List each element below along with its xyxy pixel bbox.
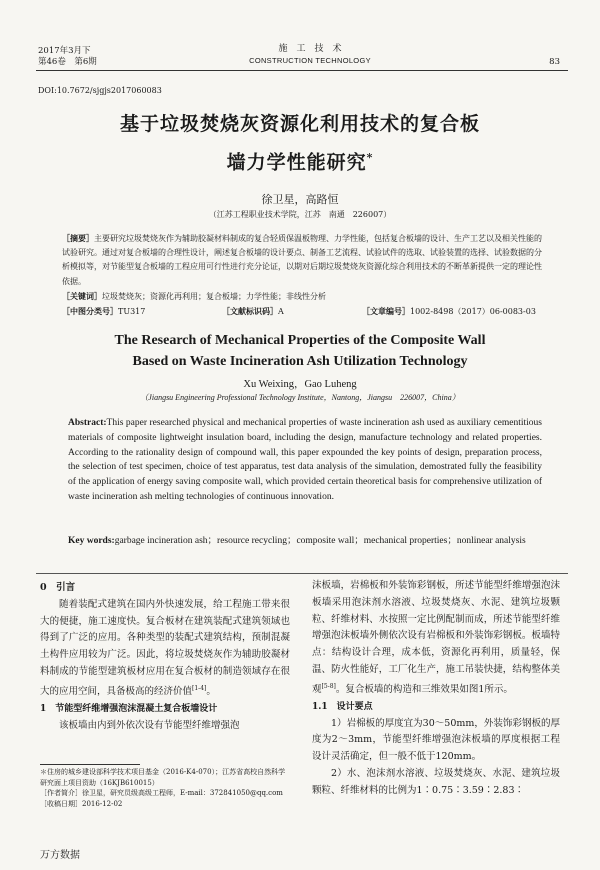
abstract-en-label: Abstract: xyxy=(68,418,107,428)
clc-value: TU317 xyxy=(118,307,146,316)
title-en xyxy=(60,330,540,372)
doc-code-field xyxy=(222,306,284,317)
section-0-heading: 0 引言 xyxy=(40,582,76,593)
body-column-right xyxy=(312,578,560,868)
doi: DOI:10.7672/sjgjs2017060083 xyxy=(38,86,162,95)
section-1-1-heading: 1.1 设计要点 xyxy=(312,701,373,712)
title-cn-line2: 墙力学性能研究 xyxy=(226,151,367,174)
keywords-en-text: garbage incineration ash；resource recycling；composite wall；mechanical properties；nonlinear analysis xyxy=(114,536,526,546)
clc-label: ［中图分类号］ xyxy=(62,306,118,316)
affiliation-cn: （江苏工程职业技术学院，江苏 南通 226007） xyxy=(208,210,392,219)
header-date: 2017年3月下 xyxy=(38,46,91,56)
intro-text: 随着装配式建筑在国内外快速发展，给工程施工带来很大的便捷，施工速度快。复合板材在建筑装配式建筑领域也得到了广泛的应用。各种类型的装配式建筑结构，预制混凝土构件应用较为广泛。因此，将垃圾焚烧灰作为辅助胶凝材料制成的节能型建筑板材应用在复合板材的制造领域存在很大的应用空间，具备极高的经济价值 xyxy=(40,598,290,697)
design-point-1: 1）岩棉板的厚度宜为30～50mm，外装饰彩钢板的厚度为2～3mm，节能型纤维增强泡沫板墙的厚度根据工程设计灵活确定，但一般不低于120mm。 xyxy=(312,717,560,763)
abstract-cn xyxy=(62,231,542,289)
page-number: 83 xyxy=(549,57,560,67)
journal-name-cn: 施 工 技 术 xyxy=(278,44,342,54)
section-1-paragraph: 该板墙由内到外依次设有节能型纤维增强泡 xyxy=(59,719,240,731)
footnote-fund-text: ＊住房的城乡建设部科学技术项目基金（2016-K4-070）；江苏省高校自然科学研究面上项目资助（16KJB610015） xyxy=(40,768,286,787)
authors-en: Xu Weixing，Gao Luheng xyxy=(243,379,357,390)
article-number-value: 1002-8498（2017）06-0083-03 xyxy=(410,307,536,316)
title-cn-line1: 基于垃圾焚烧灰资源化利用技术的复合板 xyxy=(119,113,480,135)
title-footnote-mark: * xyxy=(366,151,374,164)
doc-code-label: ［文献标识码］ xyxy=(222,306,278,316)
intro-paragraph xyxy=(40,597,290,701)
header-issue xyxy=(38,46,97,68)
title-en-line1: The Research of Mechanical Properties of the Composite Wall xyxy=(114,333,486,348)
intro-text-end: 。 xyxy=(206,685,216,697)
authors-cn: 徐卫星，高路恒 xyxy=(261,193,339,206)
abstract-en-text: This paper researched physical and mechanical properties of waste incineration ash used as auxiliary cementitious materials of composite lightweight insulation board, including the design, manufacture technology and related properties. According to the rationality design of compound wall, this paper expounded the key points of design, preparation process, the selection of test specimen, choice of test apparatus, test data analysis of the simulation, demostrated fully the feasibility of the application of energy saving composite wall, which provided certain theoretical basis for comprehensive utilization of waste incineration ash melting technologies of continuous innovation. xyxy=(68,418,542,502)
footnote-author-text: ［作者简介］徐卫星，研究员级高级工程师，E-mail：372841050@qq.com xyxy=(40,789,283,797)
design-point-2: 2）水、泡沫剂水溶液、垃圾焚烧灰、水泥、建筑垃圾颗粒、纤维材料的比例为1∶0.75∶3.59∶2.83∶ xyxy=(312,767,560,796)
header-rule xyxy=(36,70,568,71)
title-en-line2: Based on Waste Incineration Ash Utilization Technology xyxy=(132,354,468,369)
footnote-divider xyxy=(40,764,140,765)
affiliation-en: （Jiangsu Engineering Professional Technology Institute，Nantong，Jiangsu 226007，China） xyxy=(140,393,460,402)
keywords-cn-text: 垃圾焚烧灰；资源化再利用；复合板墙；力学性能；非线性分析 xyxy=(102,292,326,301)
title-cn xyxy=(40,108,560,179)
header-journal xyxy=(240,44,380,66)
footer-watermark: 万方数据 xyxy=(40,850,80,861)
footnote-received-text: ［收稿日期］2016-12-02 xyxy=(40,799,123,808)
abstract-cn-text: 主要研究垃圾焚烧灰作为辅助胶凝材料制成的复合轻质保温板物理、力学性能，包括复合板墙的设计、生产工艺以及相关性能的试验研究。通过对复合板墙的合理性设计，阐述复合板墙的设计要点、制备工艺流程、试验试件的选取、试验装置的选择、试验数据的分析模拟等，对节能型复合板墙的工程应用可行性进行充分论证，以期对后期垃圾焚烧灰资源化综合利用技术的不断革新提供一定的理论性依据。 xyxy=(62,234,542,286)
wall-description-citation: [5-8] xyxy=(321,682,336,690)
doc-code-value: A xyxy=(278,307,284,316)
keywords-cn xyxy=(62,291,542,302)
journal-name-en: CONSTRUCTION TECHNOLOGY xyxy=(249,56,371,65)
abstract-separator xyxy=(36,573,568,574)
intro-citation: [1-4] xyxy=(192,684,207,692)
keywords-en-label: Key words: xyxy=(68,536,115,546)
wall-description-paragraph xyxy=(312,578,560,699)
abstract-cn-label: ［摘要］ xyxy=(62,233,94,243)
abstract-en xyxy=(68,416,542,505)
keywords-en xyxy=(68,534,542,549)
wall-description-end: 。复合板墙的构造和三维效果如图1所示。 xyxy=(335,683,513,695)
clc-field xyxy=(62,306,145,317)
article-number-label: ［文章编号］ xyxy=(362,306,410,316)
section-1-heading: 1 节能型纤维增强泡沫混凝土复合板墙设计 xyxy=(40,703,218,714)
article-number-field xyxy=(362,306,536,317)
keywords-cn-label: ［关键词］ xyxy=(62,291,102,301)
wall-description-text: 沫板墙，岩棉板和外装饰彩钢板，所述节能型纤维增强泡沫板墙采用泡沫剂水溶液、垃圾焚烧灰、水泥、建筑垃圾颗粒、纤维材料、水按照一定比例配制而成，所述节能型纤维增强泡沫板墙外侧依次设有岩棉板和外装饰彩钢板。板墙特点：结构设计合理，成本低，资源化再利用，质量轻，保温、防火性能好，工厂化生产，施工吊装快捷，结构整体美观 xyxy=(312,580,560,695)
header-volume: 第46卷 第6期 xyxy=(38,57,97,67)
footnote-block xyxy=(40,764,290,809)
